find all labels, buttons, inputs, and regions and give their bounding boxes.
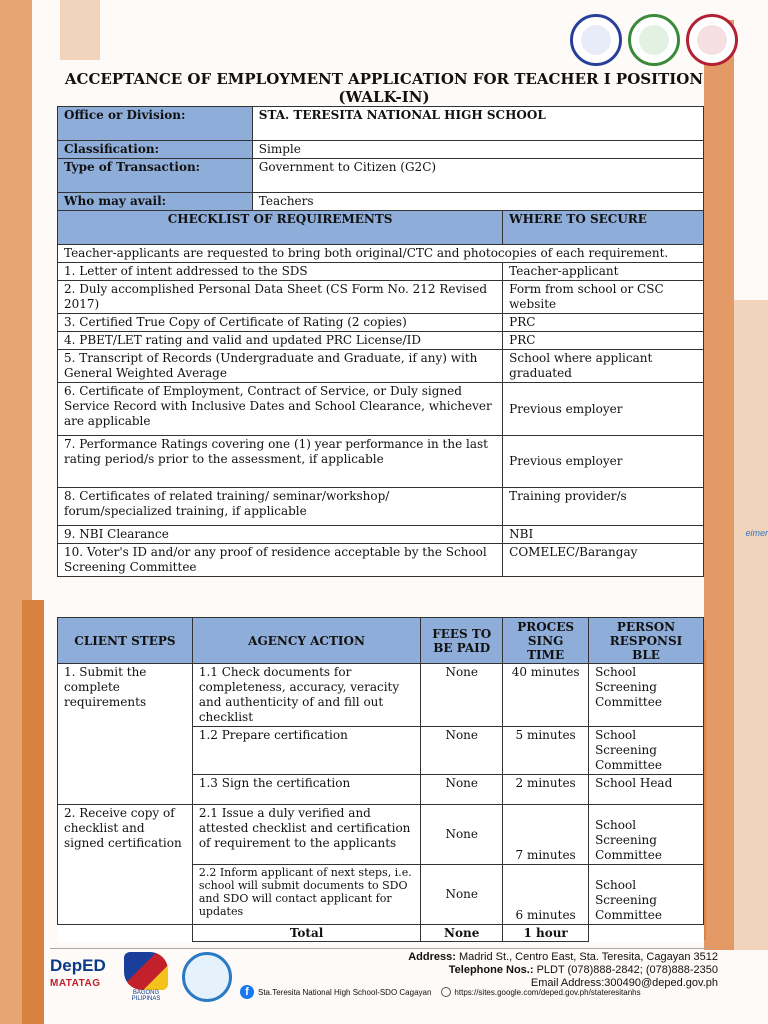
requirement-source: COMELEC/Barangay (503, 544, 704, 577)
edge-text: eimer (745, 528, 768, 538)
person-responsible: School Head (589, 775, 704, 805)
requirement-source: Teacher-applicant (503, 263, 704, 281)
checklist-note: Teacher-applicants are requested to bring both original/CTC and photocopies of each requirement. (58, 245, 704, 263)
fee: None (421, 664, 503, 727)
agency-action: 1.1 Check documents for completeness, accuracy, veracity and authenticity of and fill out checklist (192, 664, 420, 727)
page-title (0, 70, 768, 106)
title-line-1: ACCEPTANCE OF EMPLOYMENT APPLICATION FOR TEACHER I POSITION (64, 70, 704, 88)
where-to-secure-header: WHERE TO SECURE (503, 211, 704, 245)
facebook-icon[interactable]: f (240, 985, 254, 999)
total-fee: None (421, 925, 503, 942)
decorative-bar-right (704, 20, 734, 950)
requirement-source: Previous employer (503, 436, 704, 488)
title-line-2: (WALK-IN) (338, 88, 430, 106)
checklist-header: CHECKLIST OF REQUIREMENTS (58, 211, 503, 245)
bagong-pilipinas-text: BAGONG PILIPINAS (131, 990, 161, 1002)
bagong-pilipinas-logo-icon (118, 952, 174, 1002)
fee: None (421, 865, 503, 925)
header-seals (570, 14, 738, 66)
agency-action: 1.2 Prepare certification (192, 727, 420, 775)
processing-time: 7 minutes (503, 805, 589, 865)
telephone-label: Telephone Nos.: (448, 964, 534, 976)
requirement-item: 10. Voter's ID and/or any proof of residence acceptable by the School Screening Committee (58, 544, 503, 577)
footer-divider (50, 948, 710, 949)
requirement-item: 1. Letter of intent addressed to the SDS (58, 263, 503, 281)
requirement-source: Form from school or CSC website (503, 281, 704, 314)
person-responsible: School Screening Committee (589, 727, 704, 775)
processing-time: 5 minutes (503, 727, 589, 775)
blank-cell (58, 925, 193, 942)
school-logo-icon (182, 952, 232, 1002)
requirement-item: 3. Certified True Copy of Certificate of Rating (2 copies) (58, 314, 503, 332)
person-responsible: School Screening Committee (589, 805, 704, 865)
address-value: Madrid St., Centro East, Sta. Teresita, Cagayan 3512 (458, 951, 718, 963)
requirement-item: 7. Performance Ratings covering one (1) year performance in the last rating period/s prior to the assessment, if applicable (58, 436, 503, 488)
agency-action: 2.1 Issue a duly verified and attested checklist and certification of requirement to the applicants (192, 805, 420, 865)
school-seal-icon (628, 14, 680, 66)
deped-seal-icon (570, 14, 622, 66)
total-label: Total (192, 925, 420, 942)
fee: None (421, 727, 503, 775)
requirement-item: 8. Certificates of related training/ seminar/workshop/ forum/specialized training, if applicable (58, 488, 503, 526)
requirement-item: 9. NBI Clearance (58, 526, 503, 544)
person-responsible: School Screening Committee (589, 664, 704, 727)
requirement-source: PRC (503, 314, 704, 332)
client-steps-table (57, 617, 704, 942)
processing-time: 6 minutes (503, 865, 589, 925)
requirement-item: 4. PBET/LET rating and valid and updated PRC License/ID (58, 332, 503, 350)
person-responsible: School Screening Committee (589, 865, 704, 925)
transaction-type-label: Type of Transaction: (58, 159, 253, 193)
division-seal-icon (686, 14, 738, 66)
telephone-value: PLDT (078)888-2842; (078)888-2350 (536, 964, 718, 976)
requirements-table (57, 106, 704, 577)
total-time: 1 hour (503, 925, 589, 942)
processing-time-header: PROCES SING TIME (503, 618, 589, 664)
agency-action: 1.3 Sign the certification (192, 775, 420, 805)
classification-label: Classification: (58, 141, 253, 159)
office-label: Office or Division: (58, 107, 253, 141)
office-value: STA. TERESITA NATIONAL HIGH SCHOOL (252, 107, 703, 141)
requirement-source: NBI (503, 526, 704, 544)
requirement-source: Previous employer (503, 383, 704, 436)
who-may-avail-value: Teachers (252, 193, 703, 211)
decorative-bar-top (60, 0, 100, 60)
processing-time: 2 minutes (503, 775, 589, 805)
blank-cell (589, 925, 704, 942)
transaction-type-value: Government to Citizen (G2C) (252, 159, 703, 193)
processing-time: 40 minutes (503, 664, 589, 727)
requirement-source: Training provider/s (503, 488, 704, 526)
email-address[interactable]: Email Address:300490@deped.gov.ph (530, 977, 718, 989)
deped-logo-icon (50, 957, 110, 997)
deped-logo-text: DepED (50, 956, 106, 975)
address-label: Address: (408, 951, 456, 963)
footer-logos (50, 952, 232, 1002)
agency-action-header: AGENCY ACTION (192, 618, 420, 664)
client-step: 1. Submit the complete requirements (58, 664, 193, 805)
facebook-link[interactable]: Sta.Teresita National High School-SDO Cagayan (258, 987, 432, 997)
requirement-item: 2. Duly accomplished Personal Data Sheet (CS Form No. 212 Revised 2017) (58, 281, 503, 314)
agency-action: 2.2 Inform applicant of next steps, i.e. school will submit documents to SDO and SDO will contact applicant for updates (192, 865, 420, 925)
fee: None (421, 805, 503, 865)
requirement-item: 5. Transcript of Records (Undergraduate and Graduate, if any) with General Weighted Average (58, 350, 503, 383)
classification-value: Simple (252, 141, 703, 159)
person-responsible-header: PERSON RESPONSI BLE (589, 618, 704, 664)
requirement-source: PRC (503, 332, 704, 350)
requirement-item: 6. Certificate of Employment, Contract of Service, or Duly signed Service Record with Inclusive Dates and School Clearance, whichever are applicable (58, 383, 503, 436)
decorative-bar-right-light (734, 300, 768, 950)
matatag-text: MATATAG (50, 978, 101, 989)
fee: None (421, 775, 503, 805)
decorative-bar-left-dark (22, 600, 44, 1024)
client-step: 2. Receive copy of checklist and signed certification (58, 805, 193, 925)
footer-address-block (408, 951, 718, 990)
requirement-source: School where applicant graduated (503, 350, 704, 383)
client-steps-header: CLIENT STEPS (58, 618, 193, 664)
who-may-avail-label: Who may avail: (58, 193, 253, 211)
fees-header: FEES TO BE PAID (421, 618, 503, 664)
website-link[interactable]: https://sites.google.com/deped.gov.ph/stateresitanhs (454, 987, 641, 997)
